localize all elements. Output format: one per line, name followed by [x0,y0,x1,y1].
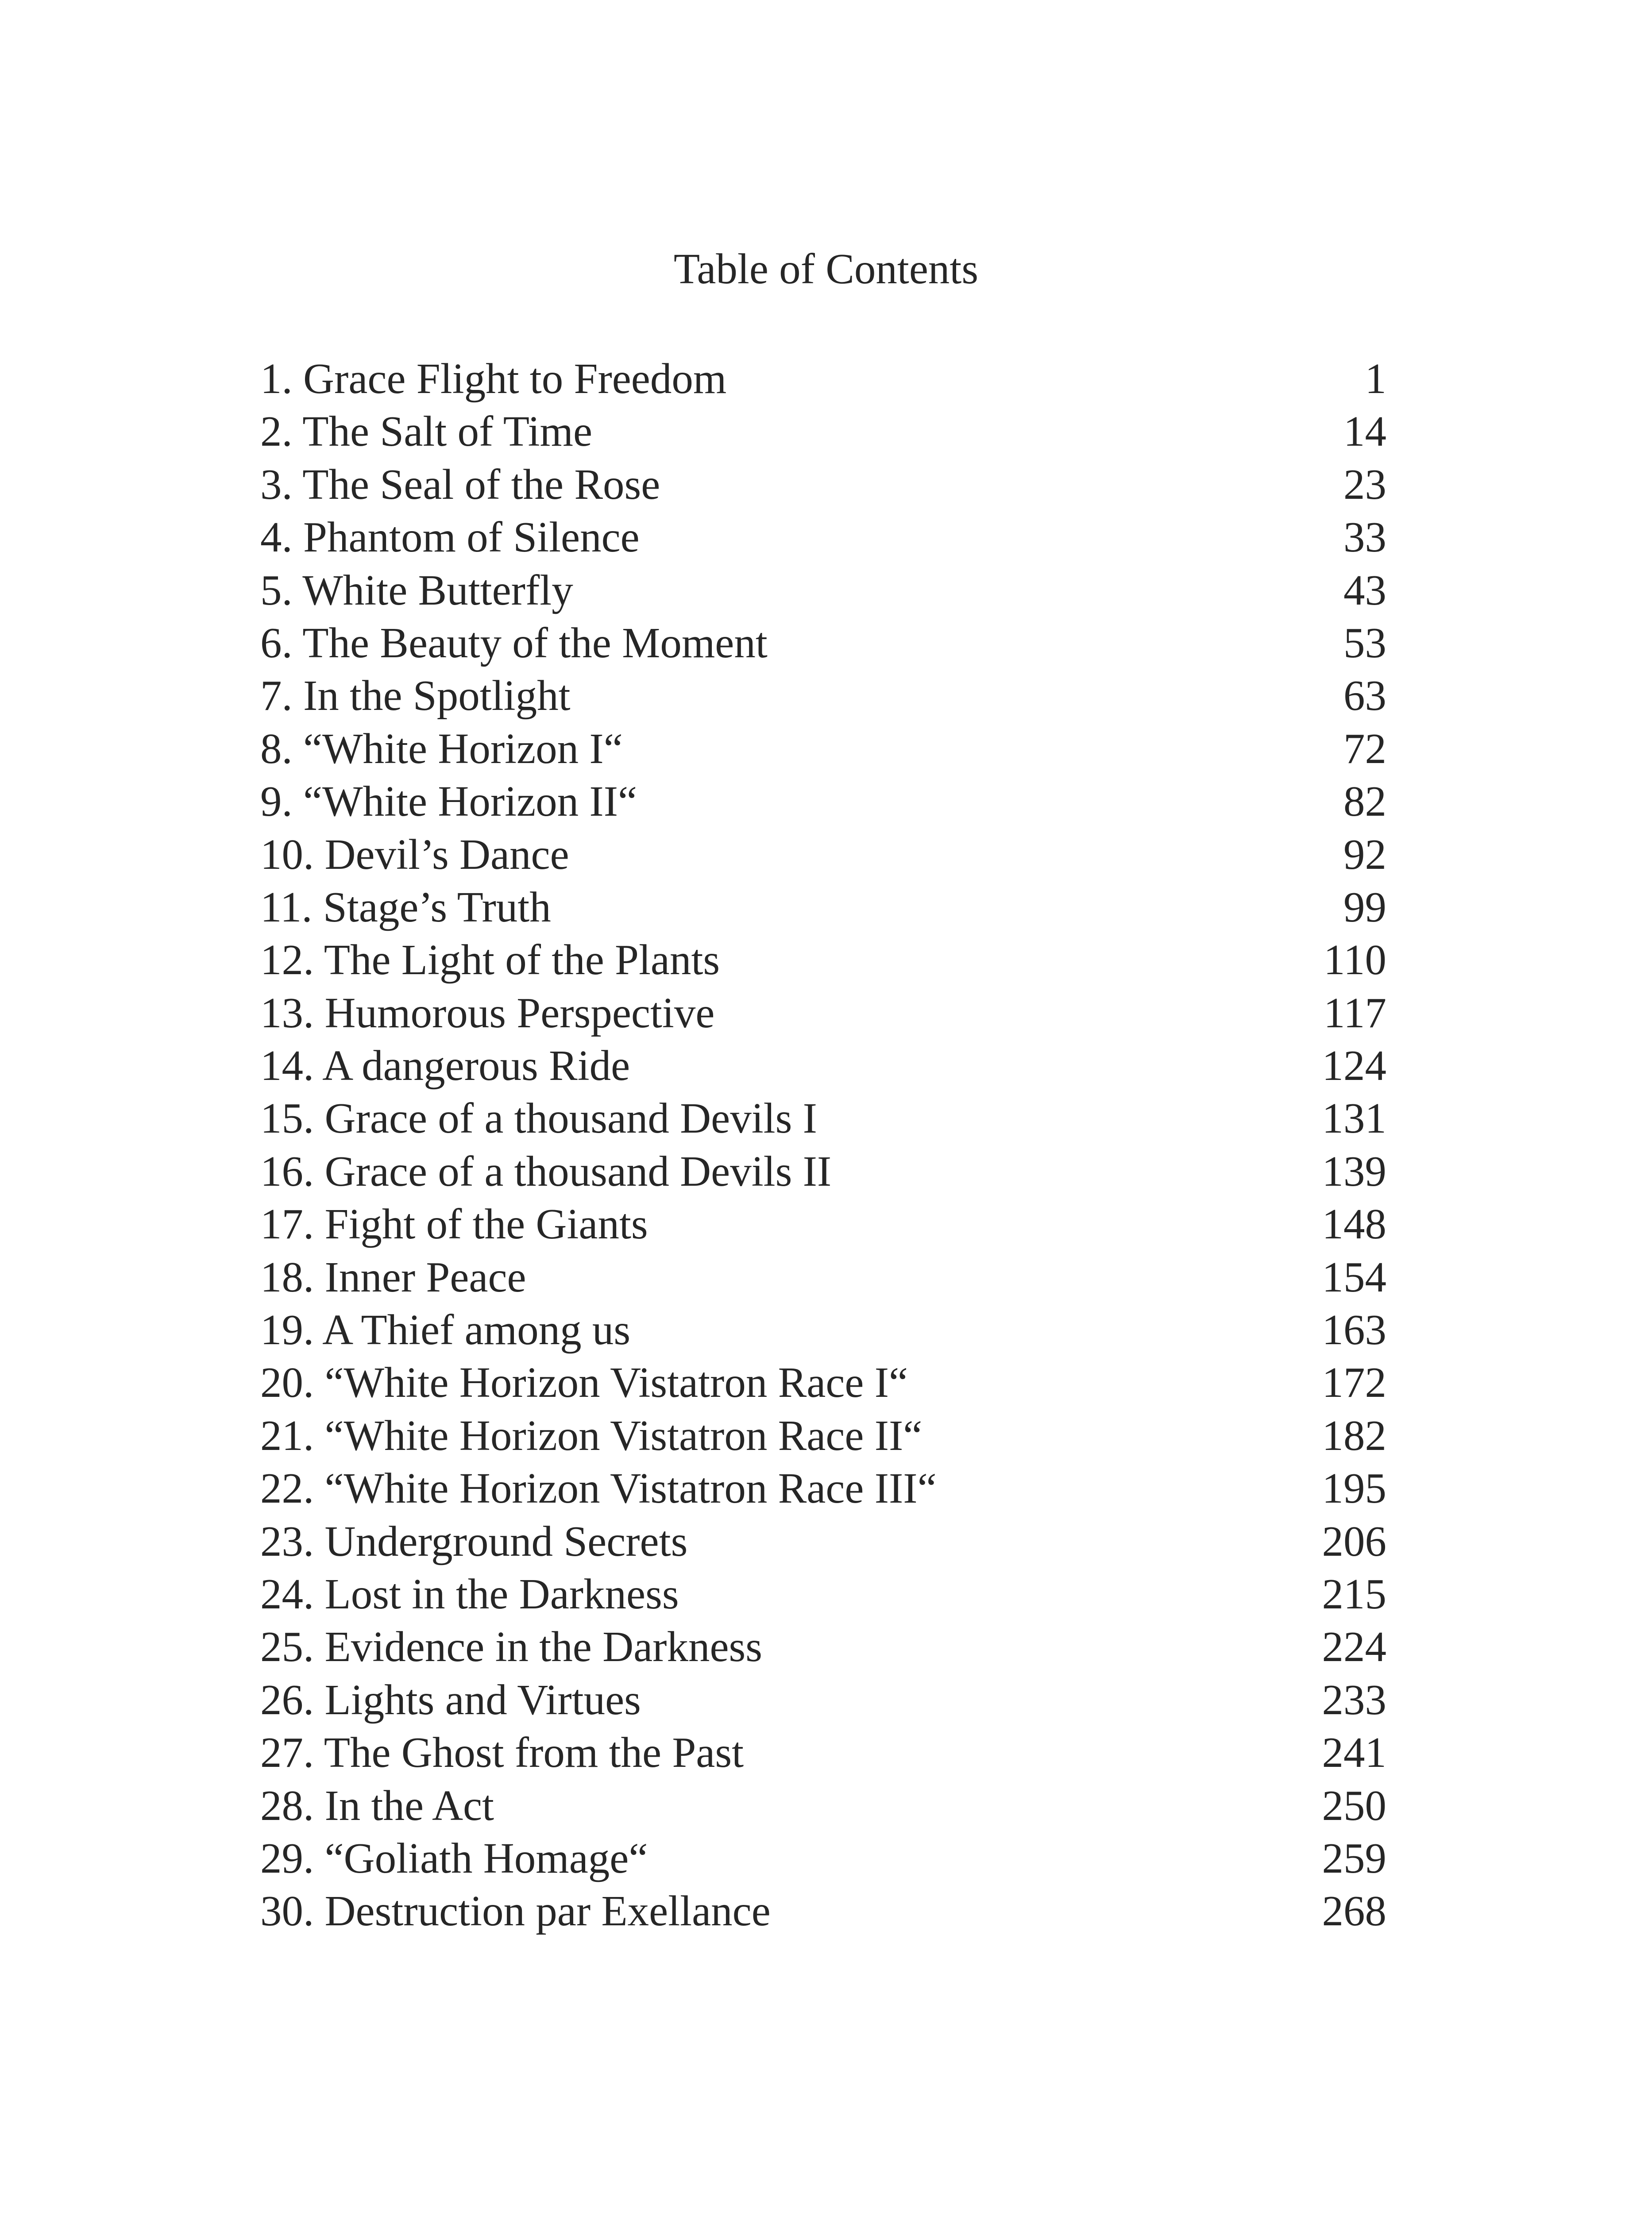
toc-entry-page-number: 124 [1322,1042,1386,1090]
toc-entry-page-number: 139 [1322,1147,1386,1195]
toc-entry-title: 18. Inner Peace [260,1253,526,1301]
toc-entry-title: 3. The Seal of the Rose [260,460,660,508]
toc-entry [260,352,1389,405]
toc-entry [260,722,1389,775]
toc-entry-title: 25. Evidence in the Darkness [260,1623,763,1671]
toc-entry-title: 1. Grace Flight to Freedom [260,355,727,402]
toc-entry-page-number: 259 [1322,1834,1386,1882]
toc-entry-page-number: 99 [1343,883,1386,931]
toc-entry [260,1620,1389,1673]
toc-entry-title: 15. Grace of a thousand Devils I [260,1095,817,1142]
toc-entry-title: 7. In the Spotlight [260,672,571,720]
toc-entry-page-number: 250 [1322,1781,1386,1829]
toc-entry-page-number: 195 [1322,1465,1386,1512]
toc-entry [260,1039,1389,1092]
toc-entry-title: 5. White Butterfly [260,566,573,614]
toc-entry [260,669,1389,722]
toc-entry-title: 13. Humorous Perspective [260,989,715,1037]
toc-entry [260,617,1389,669]
toc-entry-page-number: 33 [1343,513,1386,561]
toc-entry-page-number: 154 [1322,1253,1386,1301]
toc-entry-title: 9. “White Horizon II“ [260,778,637,825]
toc-entry-title: 11. Stage’s Truth [260,883,551,931]
toc-entry-page-number: 206 [1322,1517,1386,1565]
toc-entry [260,458,1389,511]
toc-entry-page-number: 63 [1343,672,1386,720]
toc-entry [260,1198,1389,1250]
toc-entry-title: 16. Grace of a thousand Devils II [260,1147,832,1195]
toc-entry-page-number: 117 [1324,989,1386,1037]
toc-entry [260,405,1389,458]
toc-entry-page-number: 14 [1343,408,1386,455]
toc-entry [260,1726,1389,1779]
toc-entry [260,1568,1389,1620]
toc-entry [260,1515,1389,1568]
toc-entry-page-number: 1 [1365,355,1386,402]
toc-entry-title: 29. “Goliath Homage“ [260,1834,648,1882]
toc-entry [260,1145,1389,1198]
toc-entry-title: 26. Lights and Virtues [260,1676,641,1723]
page-title: Table of Contents [673,245,979,293]
toc-entry-title: 28. In the Act [260,1781,494,1829]
toc-entry-page-number: 224 [1322,1623,1386,1671]
toc-entry [260,828,1389,881]
toc-entry-title: 10. Devil’s Dance [260,830,569,878]
toc-entry-title: 17. Fight of the Giants [260,1200,648,1248]
toc-entry-page-number: 43 [1343,566,1386,614]
toc-entry-title: 24. Lost in the Darkness [260,1570,679,1618]
toc-entry-title: 8. “White Horizon I“ [260,725,623,772]
toc-entry [260,564,1389,617]
toc-entry [260,1832,1389,1885]
toc-entry-page-number: 82 [1343,778,1386,825]
toc-entry-page-number: 215 [1322,1570,1386,1618]
toc-entry-title: 14. A dangerous Ride [260,1042,630,1090]
toc-entry-title: 6. The Beauty of the Moment [260,619,768,667]
toc-entry-page-number: 163 [1322,1306,1386,1354]
toc-entry-page-number: 23 [1343,460,1386,508]
toc-entry-page-number: 92 [1343,830,1386,878]
toc-entry [260,987,1389,1039]
toc-entry-page-number: 110 [1324,936,1386,984]
toc-entry [260,881,1389,933]
toc-entry-title: 20. “White Horizon Vistatron Race I“ [260,1359,908,1407]
toc-entry [260,1303,1389,1356]
toc-entry-title: 22. “White Horizon Vistatron Race III“ [260,1465,937,1512]
toc-entry-page-number: 241 [1322,1729,1386,1777]
toc-entry-title: 2. The Salt of Time [260,408,593,455]
toc-list [260,352,1389,1938]
toc-entry [260,933,1389,986]
toc-entry [260,511,1389,563]
toc-entry [260,1462,1389,1515]
toc-entry-title: 30. Destruction par Exellance [260,1887,771,1935]
toc-entry [260,1251,1389,1303]
toc-entry-page-number: 172 [1322,1359,1386,1407]
toc-entry-title: 21. “White Horizon Vistatron Race II“ [260,1411,922,1459]
toc-entry-page-number: 53 [1343,619,1386,667]
toc-entry-page-number: 233 [1322,1676,1386,1723]
toc-entry [260,1885,1389,1937]
toc-entry-page-number: 268 [1322,1887,1386,1935]
toc-entry-page-number: 72 [1343,725,1386,772]
toc-entry-title: 12. The Light of the Plants [260,936,720,984]
toc-entry [260,1409,1389,1462]
toc-entry [260,1356,1389,1409]
toc-entry-title: 23. Underground Secrets [260,1517,688,1565]
toc-entry-title: 19. A Thief among us [260,1306,631,1354]
toc-entry-title: 27. The Ghost from the Past [260,1729,744,1777]
toc-entry-title: 4. Phantom of Silence [260,513,640,561]
toc-entry [260,775,1389,828]
toc-entry-page-number: 131 [1322,1095,1386,1142]
toc-entry-page-number: 182 [1322,1411,1386,1459]
toc-entry [260,1092,1389,1145]
toc-entry-page-number: 148 [1322,1200,1386,1248]
toc-entry [260,1673,1389,1726]
toc-entry [260,1779,1389,1832]
